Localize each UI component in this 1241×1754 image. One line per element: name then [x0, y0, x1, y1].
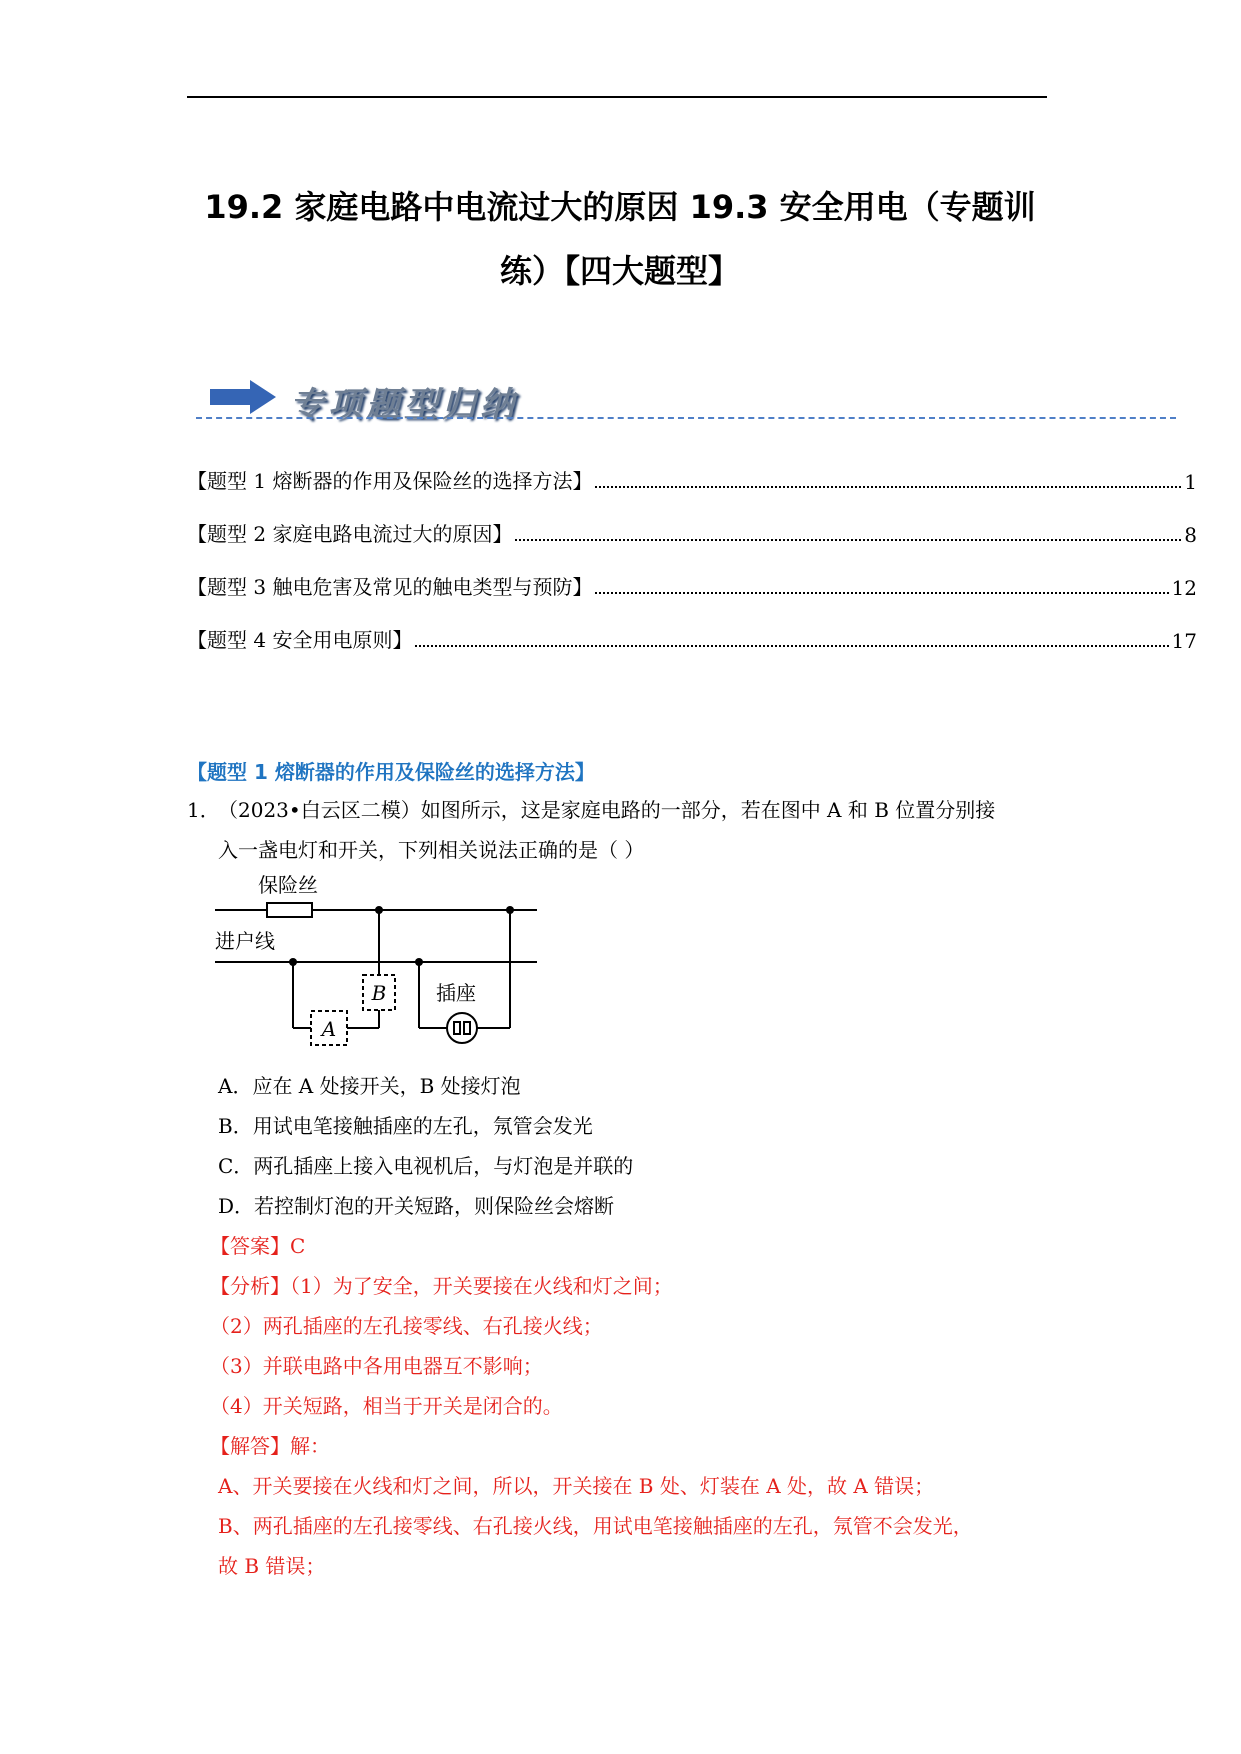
- solution-line-3: 故 B 错误；: [218, 1554, 326, 1578]
- toc-item-1[interactable]: [187, 464, 1197, 494]
- header-rule: [187, 96, 1047, 98]
- toc-page: 8: [1184, 523, 1197, 547]
- svg-text:B: B: [371, 981, 387, 1005]
- page-title-line-1: 19.2 家庭电路中电流过大的原因 19.3 安全用电（专题训: [204, 188, 1036, 226]
- toc-label: 【题型 3 触电危害及常见的触电类型与预防】: [187, 575, 593, 599]
- toc-leader: [415, 644, 1168, 647]
- option-b: B．用试电笔接触插座的左孔，氖管会发光: [218, 1114, 593, 1138]
- socket-label: 插座: [436, 981, 476, 1005]
- circuit-diagram: [215, 870, 545, 1050]
- toc-label: 【题型 4 安全用电原则】: [187, 628, 413, 652]
- solution-line-2: B、两孔插座的左孔接零线、右孔接火线，用试电笔接触插座的左孔，氖管不会发光，: [218, 1514, 973, 1538]
- analysis-line-3: （3）并联电路中各用电器互不影响；: [210, 1354, 543, 1378]
- toc-leader: [595, 485, 1181, 488]
- fuse-symbol: [267, 903, 312, 917]
- box-a: [311, 1011, 347, 1045]
- page-title-line-2: 练）【四大题型】: [499, 252, 740, 290]
- solution-tag: 【解答】: [210, 1434, 290, 1458]
- answer-line: [210, 1230, 305, 1259]
- toc-label: 【题型 1 熔断器的作用及保险丝的选择方法】: [187, 469, 593, 493]
- banner-divider: [196, 417, 1176, 419]
- box-b: [363, 975, 395, 1010]
- toc-leader: [515, 538, 1181, 541]
- answer-value: C: [290, 1234, 306, 1258]
- toc-page: 1: [1184, 470, 1197, 494]
- question-stem-line-2: 入一盏电灯和开关，下列相关说法正确的是（ ）: [218, 838, 645, 862]
- analysis-line-2: （2）两孔插座的左孔接零线、右孔接火线；: [210, 1314, 603, 1338]
- toc-label: 【题型 2 家庭电路电流过大的原因】: [187, 522, 513, 546]
- analysis-tag: 【分析】: [210, 1274, 290, 1298]
- fuse-label: 保险丝: [258, 873, 318, 897]
- option-c: C．两孔插座上接入电视机后，与灯泡是并联的: [218, 1154, 634, 1178]
- question-number: 1．: [187, 798, 220, 822]
- section-heading: 【题型 1 熔断器的作用及保险丝的选择方法】: [187, 760, 595, 784]
- toc-item-3[interactable]: [187, 570, 1197, 600]
- incoming-line-label: 进户线: [215, 929, 275, 953]
- toc-item-2[interactable]: [187, 517, 1197, 547]
- solution-line-intro: 【解答】解：: [210, 1434, 330, 1458]
- toc-item-4[interactable]: [187, 623, 1197, 653]
- banner-arrow-icon: [210, 380, 276, 414]
- analysis-line-1: 【分析】（1）为了安全，开关要接在火线和灯之间；: [210, 1274, 673, 1298]
- answer-tag: 【答案】: [210, 1234, 290, 1258]
- socket-icon: [447, 1013, 477, 1043]
- option-d: D．若控制灯泡的开关短路，则保险丝会熔断: [218, 1194, 615, 1218]
- option-a: A．应在 A 处接开关，B 处接灯泡: [218, 1074, 521, 1098]
- banner-title: 专项题型归纳: [290, 385, 518, 425]
- question-stem-line-1: （2023•白云区二模）如图所示，这是家庭电路的一部分，若在图中 A 和 B 位置分别接: [218, 798, 996, 822]
- toc-leader: [595, 591, 1168, 594]
- svg-text:A: A: [321, 1017, 337, 1041]
- toc-page: 17: [1171, 629, 1197, 653]
- analysis-line-4: （4）开关短路，相当于开关是闭合的。: [210, 1394, 563, 1418]
- toc-page: 12: [1171, 576, 1197, 600]
- solution-line-1: A、开关要接在火线和灯之间，所以，开关接在 B 处、灯装在 A 处，故 A 错误；: [218, 1474, 935, 1498]
